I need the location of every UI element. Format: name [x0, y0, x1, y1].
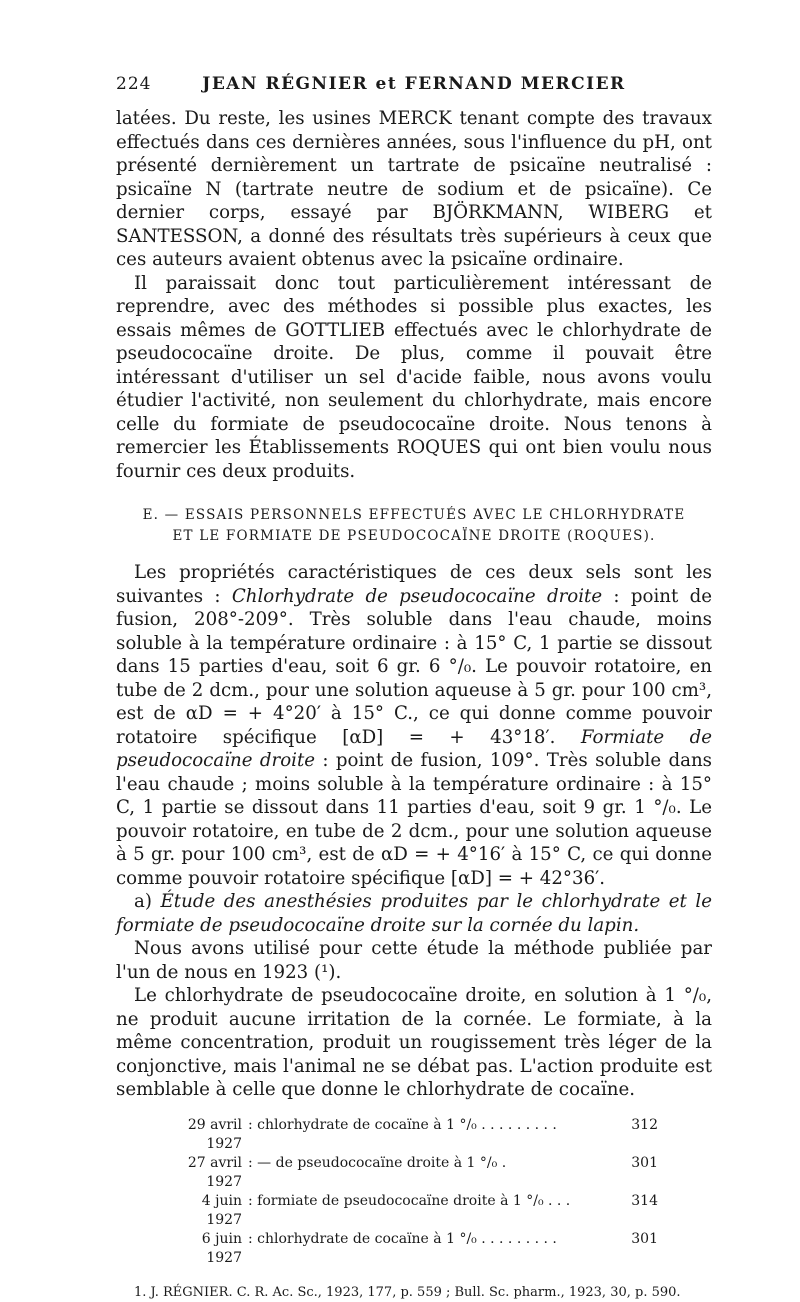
- paragraph-2: Il paraissait donc tout particulièrement intéressant de reprendre, avec des méthodes si possible plus exactes, les essais mêmes de GOTTLIEB effectués avec le chlorhydrate de pseudococaïne droite. De plus, comme il pouvait être intéressant d'utiliser un sel d'acide faible, nous avons voulu étudier l'activité, non seulement du chlorhydrate, mais encore celle du formiate de pseudococaïne droite. Nous tenons à remercier les Établissements ROQUES qui ont bien voulu nous fournir ces deux produits.: [116, 272, 712, 482]
- footnote: 1. J. RÉGNIER. C. R. Ac. Sc., 1923, 177, p. 559 ; Bull. Sc. pharm., 1923, 30, p. 590.: [134, 1284, 681, 1300]
- table-cell-desc: : formiate de pseudococaïne droite à 1 °/₀ . . .: [248, 1192, 571, 1209]
- page-number: 224: [116, 74, 152, 94]
- paragraph-3-intro: Les propriétés caractéristiques de ces deux sels sont les suivantes :: [116, 562, 712, 607]
- page-header: [116, 74, 712, 100]
- chlorhydrate-heading: Chlorhydrate de pseudococaïne droite: [231, 585, 603, 607]
- table-cell-desc: : chlorhydrate de cocaïne à 1 °/₀ . . . . . . . . .: [248, 1230, 557, 1247]
- table-cell-value: 312: [631, 1116, 658, 1133]
- table-row: [168, 1230, 658, 1268]
- section-heading-line-1: E. — ESSAIS PERSONNELS EFFECTUÉS AVEC LE CHLORHYDRATE: [142, 507, 686, 523]
- section-heading: [116, 505, 712, 547]
- table-cell-value: 314: [631, 1192, 658, 1209]
- running-head: JEAN RÉGNIER et FERNAND MERCIER: [202, 74, 626, 94]
- table-cell-value: 301: [631, 1154, 658, 1171]
- table-row: [168, 1154, 658, 1192]
- formiate-properties: : point de fusion, 109°. Très soluble dans l'eau chaude ; moins soluble à la température ordinaire : à 15° C, 1 partie se dissout dans 11 parties d'eau, soit 9 gr. 1 °/₀. Le pouvoir rotatoire, en tube de 2 dcm., pour une solution aqueuse à 5 gr. pour 100 cm³, est de αD = + 4°16′ à 15° C, ce qui donne comme pouvoir rotatoire spécifique [αD] = + 42°36′.: [116, 750, 712, 889]
- table-cell-date: 4 juin 1927: [201, 1192, 242, 1228]
- table-cell-desc: : — de pseudococaïne droite à 1 °/₀ .: [248, 1154, 507, 1171]
- page-body: [116, 107, 712, 1302]
- table-cell-date: 27 avril 1927: [187, 1154, 242, 1190]
- formiate-heading: Formiate de pseudococaïne droite: [116, 726, 712, 771]
- table-row: [168, 1116, 658, 1154]
- subsection-title: Étude des anesthésies produites par le chlorhydrate et le formiate de pseudococaïne droite sur la cornée du lapin.: [116, 891, 712, 936]
- paragraph-6: Le chlorhydrate de pseudococaïne droite, en solution à 1 °/₀, ne produit aucune irritation de la cornée. Le formiate, à la même concentration, produit un rougissement très léger de la conjonctive, mais l'animal ne se débat pas. L'action produite est semblable à celle que donne le chlorhydrate de cocaïne.: [116, 985, 712, 1100]
- table-cell-desc: : chlorhydrate de cocaïne à 1 °/₀ . . . . . . . . .: [248, 1116, 557, 1133]
- paragraph-5: Nous avons utilisé pour cette étude la méthode publiée par l'un de nous en 1923 (¹).: [116, 938, 712, 983]
- table-cell-date: 29 avril 1927: [187, 1116, 242, 1152]
- results-table: [168, 1116, 658, 1268]
- chlorhydrate-properties: : point de fusion, 208°-209°. Très soluble dans l'eau chaude, moins soluble à la température ordinaire : à 15° C, 1 partie se dissout dans 15 parties d'eau, soit 6 gr. 6 °/₀. Le pouvoir rotatoire, en tube de 2 dcm., pour une solution aqueuse à 5 gr. pour 100 cm³, est de αD = + 4°20′ à 15° C., ce qui donne comme pouvoir rotatoire spécifique [αD] = + 43°18′.: [116, 585, 712, 748]
- paragraph-3: [116, 561, 712, 890]
- table-cell-date: 6 juin 1927: [201, 1230, 242, 1266]
- paragraph-4: [116, 890, 712, 937]
- table-row: [168, 1192, 658, 1230]
- table-cell-value: 301: [631, 1230, 658, 1247]
- section-heading-line-2: ET LE FORMIATE DE PSEUDOCOCAÏNE DROITE (ROQUES).: [172, 528, 656, 544]
- paragraph-1: latées. Du reste, les usines MERCK tenant compte des travaux effectués dans ces dernières années, sous l'influence du pH, ont présenté dernièrement un tartrate de psicaïne neutralisé : psicaïne N (tartrate neutre de sodium et de psicaïne). Ce dernier corps, essayé par BJÖRKMANN, WIBERG et SANTESSON, a donné des résultats très supérieurs à ceux que ces auteurs avaient obtenus avec la psicaïne ordinaire.: [116, 108, 712, 270]
- subsection-label: a): [134, 891, 152, 912]
